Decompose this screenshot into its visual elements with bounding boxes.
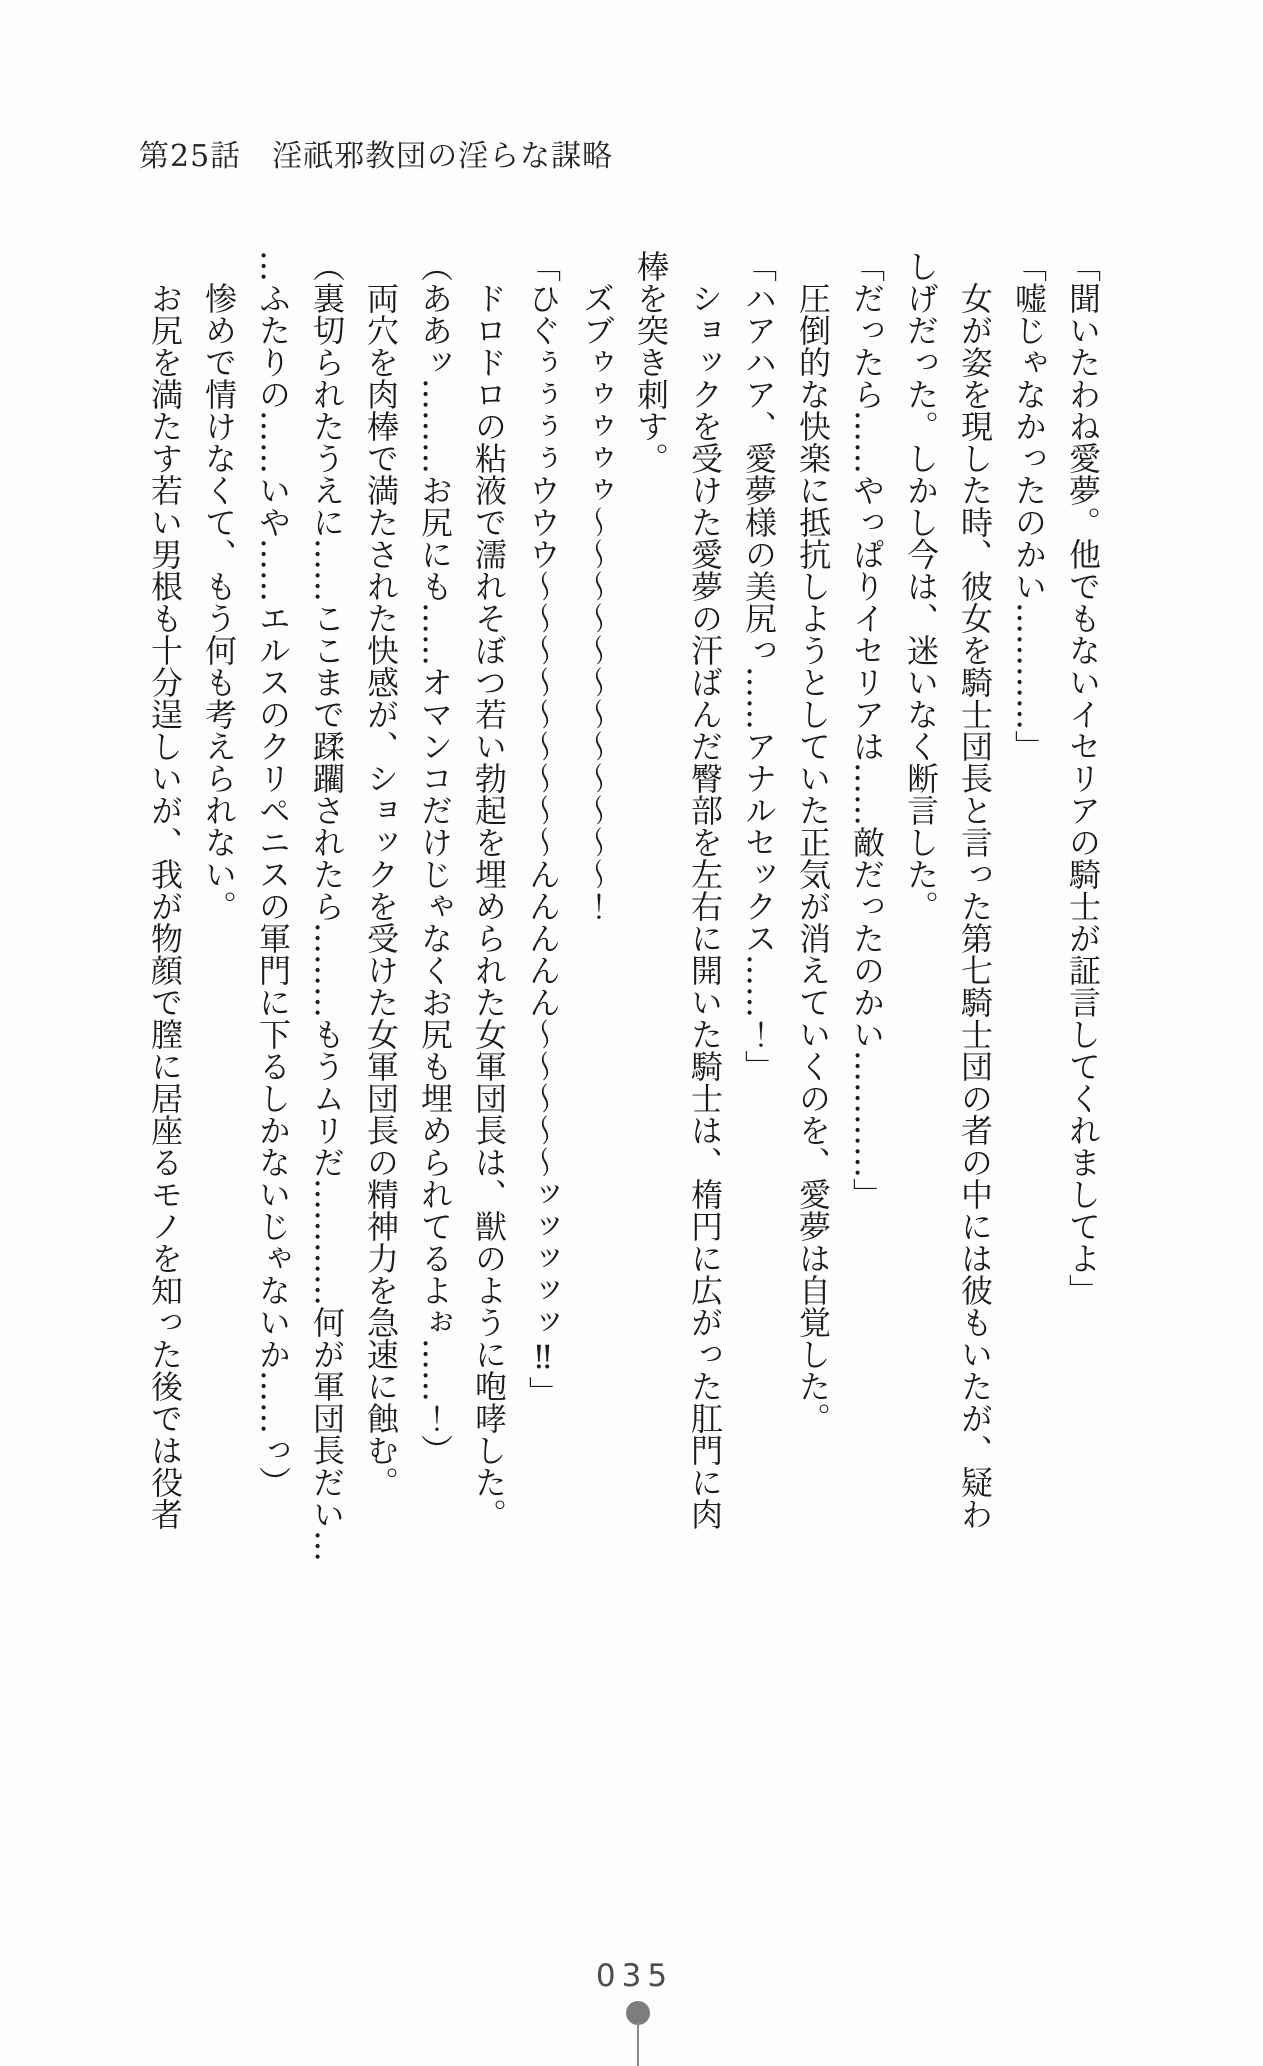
text-line: ドロドロの粘液で濡れそぼつ若い勃起を埋められた女軍団長は、獣のように咆哮した。 [470,250,508,1530]
text-line: ズブゥゥゥゥゥ〜〜〜〜〜〜〜〜〜〜〜〜！ [578,250,616,922]
text-line: お尻を満たす若い男根も十分逞しいが、我が物顔で膣に居座るモノを知った後では役者 [146,250,184,1530]
text-line: 女が姿を現した時、彼女を騎士団長と言った第七騎士団の者の中には彼もいたが、疑わ [956,250,994,1530]
text-line: （裏切られたうえに……ここまで蹂躙されたら………もうムリだ…………何が軍団長だい… [308,250,346,1562]
circle-ornament-icon [626,2001,650,2025]
text-line: 棒を突き刺す。 [632,250,670,474]
text-line: 「だったら……やっぱりイセリアは……敵だったのかい…………」 [848,250,886,1210]
text-line: （ああッ………お尻にも……オマンコだけじゃなくお尻も埋められてるよぉ……！） [416,250,454,1466]
text-line: ショックを受けた愛夢の汗ばんだ臀部を左右に開いた騎士は、楕円に広がった肛門に肉 [686,250,724,1530]
text-line: 両穴を肉棒で満たされた快感が、ショックを受けた女軍団長の精神力を急速に蝕む。 [362,250,400,1498]
text-line: 「ハアハア、愛夢様の美尻っ……アナルセックス……！」 [740,250,778,1082]
body-text [138,250,1110,1615]
text-line: 圧倒的な快楽に抵抗しようとしていた正気が消えていくのを、愛夢は自覚した。 [794,250,832,1434]
text-line: 「聞いたわね愛夢。他でもないイセリアの騎士が証言してくれましてよ」 [1064,250,1102,1306]
text-line: 「ひぐぅぅぅぅウウウ〜〜〜〜〜〜〜〜〜んんんんん〜〜〜〜〜ッッッッッ‼」 [524,250,562,1408]
chapter-title: 第25話 淫祇邪教団の淫らな謀略 [139,139,614,174]
text-line: しげだった。しかし今は、迷いなく断言した。 [902,250,940,922]
text-line: 惨めで情けなくて、もう何も考えられない。 [200,250,238,922]
text-line: 「嘘じゃなかったのかい…………」 [1010,250,1048,762]
vertical-line-ornament [637,2023,639,2066]
text-line: …ふたりの……いや……エルスのクリペニスの軍門に下るしかないじゃないか……っ） [254,250,292,1498]
page-number: 035 [595,1958,674,1994]
